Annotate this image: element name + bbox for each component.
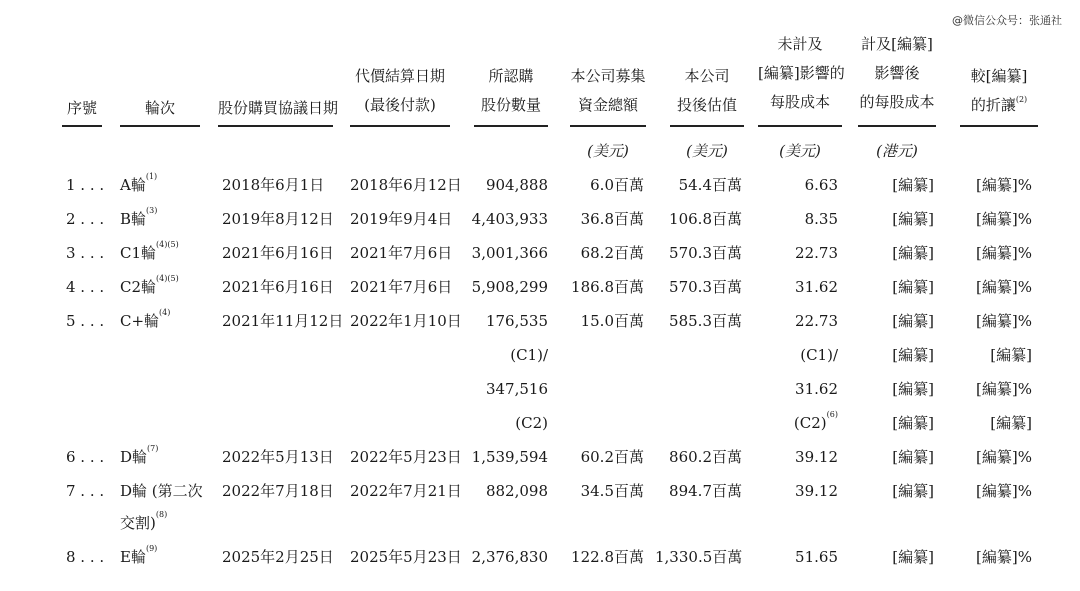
table-row	[0, 304, 1080, 338]
cell-no	[66, 270, 116, 304]
cell-shares	[460, 540, 548, 574]
cell-text: [編纂]	[892, 380, 934, 398]
cell-text: 122.8百萬	[571, 548, 644, 566]
cell-no	[66, 304, 116, 338]
cell-disc	[950, 304, 1032, 338]
cell-shares	[460, 304, 548, 338]
header-rule-agreement	[218, 125, 333, 127]
cell-disc	[950, 202, 1032, 236]
cell-valuation	[655, 440, 742, 474]
cell-text: 36.8百萬	[580, 210, 644, 228]
cell-text: A輪	[120, 176, 146, 194]
cell-valuation	[655, 202, 742, 236]
cell-round	[120, 440, 215, 474]
cell-text: 2021年6月16日	[222, 278, 334, 296]
cell-round	[120, 202, 215, 236]
cell-adj	[858, 440, 934, 474]
cell-text: [編纂]	[990, 414, 1032, 432]
cell-shares	[460, 406, 548, 440]
footnote-marker: (1)	[145, 172, 158, 181]
cell-text: 2021年7月6日	[350, 244, 453, 262]
header-discount: 較[編纂] 的折讓$^{(2)}$	[970, 67, 1028, 114]
cell-text: 2018年6月1日	[222, 176, 325, 194]
unit-valuation: (美元)	[686, 142, 728, 160]
cell-text: [編纂]%	[976, 380, 1032, 398]
unit-cost-unadjusted: (美元)	[779, 142, 821, 160]
header-rule-settlement	[350, 125, 450, 127]
cell-text: 5,908,299	[471, 278, 548, 296]
cell-text: [編纂]%	[976, 244, 1032, 262]
cell-text: 3,001,366	[471, 244, 548, 262]
footnote-marker: (4)(5)	[156, 274, 179, 283]
cell-text: 2022年7月21日	[350, 482, 462, 500]
cell-text: [編纂]%	[976, 176, 1032, 194]
cell-shares	[460, 338, 548, 372]
cell-text: 39.12	[795, 448, 838, 466]
cell-text: 2025年5月23日	[350, 548, 462, 566]
cell-disc	[950, 406, 1032, 440]
table-row	[0, 372, 1080, 406]
cell-text: [編纂]	[892, 414, 934, 432]
cell-text: 347,516	[485, 380, 548, 398]
cell-text: 2 . . .	[66, 210, 105, 228]
cell-agreement	[222, 236, 342, 270]
cell-disc	[950, 440, 1032, 474]
cell-round	[120, 236, 215, 270]
cell-settlement	[350, 236, 460, 270]
unit-cost-adjusted: (港元)	[876, 142, 918, 160]
cell-no	[66, 540, 116, 574]
cell-text: (C1)/	[510, 346, 548, 364]
cell-text: 2025年2月25日	[222, 548, 334, 566]
footnote-marker: (4)(5)	[156, 240, 179, 249]
table-row	[0, 506, 1080, 540]
cell-text: [編纂]	[892, 548, 934, 566]
cell-settlement	[350, 168, 460, 202]
cell-cost	[760, 304, 838, 338]
cell-text: [編纂]%	[976, 548, 1032, 566]
header-round: 輪次	[144, 99, 175, 117]
cell-text: E輪	[120, 548, 146, 566]
table-row	[0, 474, 1080, 508]
cell-shares	[460, 236, 548, 270]
cell-text: 2022年7月18日	[222, 482, 334, 500]
cell-text: 交割)	[120, 514, 156, 532]
cell-text: 2022年5月23日	[350, 448, 462, 466]
header-agreement-date: 股份購買協議日期	[218, 99, 339, 117]
cell-text: C2輪	[120, 278, 157, 296]
cell-text: [編纂]	[892, 244, 934, 262]
table-row	[0, 168, 1080, 202]
cell-adj	[858, 540, 934, 574]
cell-disc	[950, 338, 1032, 372]
cell-raised	[560, 202, 644, 236]
cell-cost	[760, 540, 838, 574]
cell-agreement	[222, 270, 342, 304]
cell-cost	[760, 372, 838, 406]
cell-text: 2021年7月6日	[350, 278, 453, 296]
header-rule-valuation	[670, 125, 744, 127]
cell-agreement	[222, 440, 342, 474]
header-rule-round	[120, 125, 200, 127]
cell-text: [編纂]	[892, 482, 934, 500]
cell-agreement	[222, 304, 342, 338]
cell-text: 570.3百萬	[669, 278, 742, 296]
cell-text: 22.73	[795, 312, 838, 330]
footnote-marker: (9)	[145, 544, 158, 553]
cell-cost	[760, 406, 838, 440]
cell-shares	[460, 270, 548, 304]
cell-settlement	[350, 202, 460, 236]
cell-raised	[560, 168, 644, 202]
cell-text: 22.73	[795, 244, 838, 262]
cell-cost	[760, 202, 838, 236]
watermark: @微信公众号：张通社	[952, 14, 1062, 27]
footnote-marker: (4)	[159, 308, 171, 317]
cell-text: (C2)	[515, 414, 548, 432]
footnote-marker: (3)	[146, 206, 158, 215]
cell-valuation	[655, 474, 742, 508]
cell-cost	[760, 270, 838, 304]
cell-text: D輪	[120, 448, 148, 466]
cell-cost	[760, 168, 838, 202]
cell-settlement	[350, 440, 460, 474]
cell-text: C1輪	[120, 244, 157, 262]
cell-text: [編纂]	[892, 278, 934, 296]
table-row	[0, 406, 1080, 440]
cell-disc	[950, 474, 1032, 508]
cell-text: [編纂]	[892, 448, 934, 466]
cell-text: [編纂]%	[976, 278, 1032, 296]
header-shares: 所認購 股份數量	[480, 67, 541, 114]
cell-valuation	[655, 270, 742, 304]
cell-text: 4,403,933	[471, 210, 548, 228]
cell-round	[120, 270, 215, 304]
cell-text: 2021年11月12日	[222, 312, 344, 330]
cell-text: 7 . . .	[66, 482, 105, 500]
cell-settlement	[350, 304, 460, 338]
cell-text: [編纂]	[892, 346, 934, 364]
cell-text: 60.2百萬	[580, 448, 644, 466]
cell-text: 31.62	[795, 380, 838, 398]
cell-text: D輪 (第二次	[120, 482, 203, 500]
table-row	[0, 440, 1080, 474]
cell-text: [編纂]	[990, 346, 1032, 364]
cell-valuation	[655, 236, 742, 270]
cell-text: [編纂]%	[976, 312, 1032, 330]
cell-text: 882,098	[485, 482, 548, 500]
cell-adj	[858, 338, 934, 372]
header-valuation: 本公司 投後估值	[676, 67, 737, 114]
cell-text: 51.65	[795, 548, 838, 566]
cell-raised	[560, 474, 644, 508]
cell-shares	[460, 168, 548, 202]
cell-adj	[858, 372, 934, 406]
cell-round	[120, 506, 215, 540]
header-rule-raised	[570, 125, 646, 127]
cell-no	[66, 474, 116, 508]
cell-adj	[858, 474, 934, 508]
cell-text: (C1)/	[800, 346, 838, 364]
cell-settlement	[350, 270, 460, 304]
cell-text: 39.12	[795, 482, 838, 500]
cell-disc	[950, 270, 1032, 304]
cell-text: 894.7百萬	[669, 482, 742, 500]
cell-agreement	[222, 168, 342, 202]
header-cost-unadjusted: 未計及 [編纂]影響的 每股成本	[758, 35, 845, 111]
header-raised: 本公司募集 資金總額	[570, 67, 646, 114]
cell-raised	[560, 440, 644, 474]
cell-text: 860.2百萬	[669, 448, 742, 466]
cell-text: 6 . . .	[66, 448, 105, 466]
cell-text: [編纂]%	[976, 210, 1032, 228]
cell-text: 68.2百萬	[580, 244, 644, 262]
cell-text: 1,330.5百萬	[655, 548, 743, 566]
cell-round	[120, 540, 215, 574]
cell-adj	[858, 236, 934, 270]
cell-shares	[460, 372, 548, 406]
cell-text: [編纂]	[892, 176, 934, 194]
cell-round	[120, 474, 215, 508]
cell-adj	[858, 168, 934, 202]
cell-text: (C2)	[793, 414, 827, 432]
cell-valuation	[655, 304, 742, 338]
header-rule-discount	[960, 125, 1038, 127]
cell-shares	[460, 202, 548, 236]
header-rule-shares	[474, 125, 548, 127]
table-row	[0, 338, 1080, 372]
cell-text: 3 . . .	[66, 244, 105, 262]
cell-text: [編纂]%	[976, 448, 1032, 466]
cell-disc	[950, 372, 1032, 406]
cell-cost	[760, 338, 838, 372]
cell-text: 1 . . .	[66, 176, 105, 194]
cell-agreement	[222, 474, 342, 508]
cell-text: B輪	[120, 210, 147, 228]
cell-agreement	[222, 202, 342, 236]
cell-text: 904,888	[485, 176, 548, 194]
cell-text: [編纂]	[892, 210, 934, 228]
cell-no	[66, 440, 116, 474]
cell-text: 1,539,594	[471, 448, 548, 466]
cell-text: 8.35	[804, 210, 838, 228]
cell-text: 5 . . .	[66, 312, 105, 330]
cell-cost	[760, 474, 838, 508]
cell-settlement	[350, 540, 460, 574]
cell-adj	[858, 202, 934, 236]
cell-adj	[858, 304, 934, 338]
cell-adj	[858, 406, 934, 440]
cell-no	[66, 168, 116, 202]
cell-text: 2018年6月12日	[350, 176, 462, 194]
cell-no	[66, 236, 116, 270]
cell-text: 4 . . .	[66, 278, 105, 296]
header-settlement-date: 代價結算日期 (最後付款)	[354, 67, 445, 114]
cell-text: 2019年8月12日	[222, 210, 334, 228]
cell-text: 8 . . .	[66, 548, 105, 566]
cell-text: 570.3百萬	[669, 244, 742, 262]
cell-text: 106.8百萬	[669, 210, 742, 228]
cell-text: 2022年5月13日	[222, 448, 334, 466]
cell-round	[120, 168, 215, 202]
cell-text: [編纂]%	[976, 482, 1032, 500]
footnote-marker: (6)	[826, 410, 838, 419]
table-row	[0, 270, 1080, 304]
cell-disc	[950, 168, 1032, 202]
footnote-marker: (7)	[147, 444, 159, 453]
unit-raised: (美元)	[587, 142, 629, 160]
cell-shares	[460, 474, 548, 508]
table-row	[0, 540, 1080, 574]
header-rule-cost-adjusted	[858, 125, 936, 127]
cell-settlement	[350, 474, 460, 508]
cell-raised	[560, 270, 644, 304]
cell-text: 2019年9月4日	[350, 210, 453, 228]
cell-agreement	[222, 540, 342, 574]
cell-disc	[950, 540, 1032, 574]
table-row	[0, 236, 1080, 270]
cell-raised	[560, 304, 644, 338]
cell-text: 34.5百萬	[580, 482, 644, 500]
cell-valuation	[655, 540, 742, 574]
cell-round	[120, 304, 215, 338]
cell-text: 2,376,830	[471, 548, 548, 566]
cell-text: [編纂]	[892, 312, 934, 330]
cell-cost	[760, 236, 838, 270]
cell-text: 585.3百萬	[669, 312, 742, 330]
footnote-marker: (8)	[155, 510, 168, 519]
header-rule-cost-unadjusted	[758, 125, 842, 127]
cell-text: C+輪	[120, 312, 160, 330]
header-no: 序號	[66, 99, 97, 117]
cell-text: 6.0百萬	[590, 176, 644, 194]
cell-shares	[460, 440, 548, 474]
cell-raised	[560, 236, 644, 270]
header-rule-no	[62, 125, 102, 127]
cell-text: 31.62	[795, 278, 838, 296]
cell-text: 54.4百萬	[678, 176, 742, 194]
cell-cost	[760, 440, 838, 474]
cell-valuation	[655, 168, 742, 202]
cell-text: 15.0百萬	[580, 312, 644, 330]
cell-adj	[858, 270, 934, 304]
cell-text: 2022年1月10日	[350, 312, 462, 330]
cell-text: 2021年6月16日	[222, 244, 334, 262]
cell-text: 6.63	[804, 176, 838, 194]
cell-text: 186.8百萬	[571, 278, 644, 296]
cell-disc	[950, 236, 1032, 270]
header-cost-adjusted: 計及[編纂] 影響後 的每股成本	[859, 35, 935, 111]
cell-no	[66, 202, 116, 236]
table-row	[0, 202, 1080, 236]
cell-raised	[560, 540, 644, 574]
cell-text: 176,535	[485, 312, 548, 330]
